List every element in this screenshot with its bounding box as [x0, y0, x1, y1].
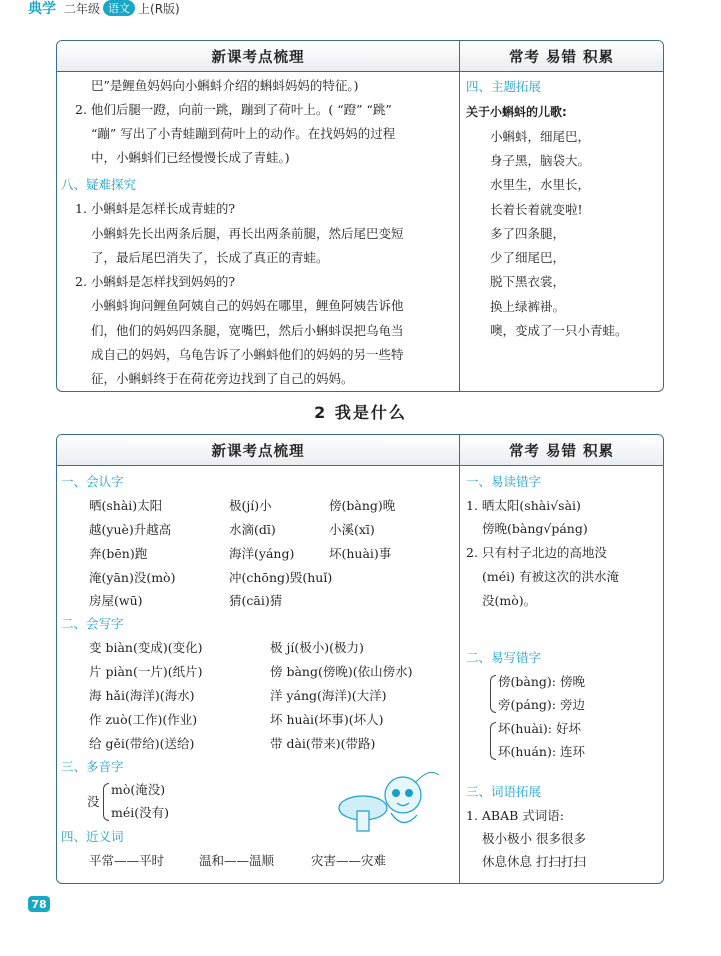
- section-heading: 三、词语拓展: [466, 784, 542, 799]
- term-label: 上(R版): [138, 1, 180, 16]
- subject-badge: 语文: [103, 0, 135, 16]
- top-right-heading: 常考 易错 积累: [460, 41, 663, 72]
- text-line: 巴”是鲤鱼妈妈向小蝌蚪介绍的蝌蚪妈妈的特征。): [91, 78, 359, 93]
- write-word: 海 hǎi(海洋)(海水): [89, 688, 195, 703]
- write-word: 给 gěi(带给)(送给): [89, 736, 195, 751]
- synonym-pair: 温和——温顺: [199, 853, 275, 868]
- misread-item: 1. 晒太阳(shài√sài): [466, 498, 581, 513]
- song-line: 多了四条腿，: [490, 226, 566, 241]
- section-heading: 一、会认字: [61, 474, 124, 489]
- running-header: [28, 0, 180, 16]
- song-line: 身子黑，脑袋大。: [490, 153, 591, 168]
- top-right-column: [460, 41, 663, 391]
- misread-item: (méi) 有被这次的洪水淹: [482, 569, 619, 584]
- answer-line: 成自己的妈妈，乌龟告诉了小蝌蚪他们的妈妈的另一些特: [91, 347, 404, 362]
- section-heading: 八、疑难探究: [61, 177, 137, 192]
- section-heading: 四、主题拓展: [466, 79, 542, 94]
- text-line: 2. 他们后腿一蹬，向前一跳，蹦到了荷叶上。( “蹬” “跳”: [75, 102, 392, 117]
- recognize-word: 傍(bàng)晚: [329, 498, 396, 513]
- bottom-right-heading: 常考 易错 积累: [460, 435, 663, 466]
- misread-item: 没(mò)。: [482, 593, 537, 608]
- answer-line: 小蝌蚪先长出两条后腿，再长出两条前腿，然后尾巴变短: [91, 226, 404, 241]
- song-line: 换上绿裤褂。: [490, 299, 566, 314]
- polyphone-reading: mò(淹没): [111, 782, 166, 797]
- word-expansion: 极小极小 很多很多: [482, 831, 586, 846]
- bottom-table: [56, 434, 664, 884]
- recognize-word: 越(yuè)升越高: [89, 522, 172, 537]
- miswritten-item: 旁(páng): 旁边: [498, 697, 585, 712]
- write-word: 变 biàn(变成)(变化): [89, 640, 203, 655]
- song-line: 脱下黑衣裳，: [490, 274, 566, 289]
- answer-line: 们，他们的妈妈四条腿，宽嘴巴，然后小蝌蚪误把乌龟当: [91, 323, 404, 338]
- recognize-word: 海洋(yáng): [229, 546, 295, 561]
- song-line: 水里生，水里长，: [490, 177, 591, 192]
- section-heading: 二、会写字: [61, 616, 124, 631]
- recognize-word: 坏(huài)事: [329, 546, 392, 561]
- bottom-right-column: [460, 435, 663, 883]
- question: 2. 小蝌蚪是怎样找到妈妈的?: [75, 274, 236, 289]
- song-line: 小蝌蚪，细尾巴，: [490, 129, 591, 144]
- cartoon-illustration: [333, 753, 445, 839]
- recognize-word: 水滴(dī): [229, 522, 276, 537]
- answer-line: 了，最后尾巴消失了，长成了真正的青蛙。: [91, 250, 329, 265]
- grade-label: 二年级: [64, 1, 101, 16]
- write-word: 作 zuò(工作)(作业): [89, 712, 198, 727]
- brace: [490, 675, 496, 713]
- bottom-left-heading: 新课考点梳理: [57, 435, 459, 466]
- bottom-left-column: [57, 435, 459, 883]
- section-heading: 三、多音字: [61, 759, 124, 774]
- miswritten-item: 环(huán): 连环: [498, 744, 586, 759]
- write-word: 带 dài(带来)(带路): [270, 736, 376, 751]
- synonym-pair: 平常——平时: [89, 853, 165, 868]
- section-heading: 四、近义词: [61, 829, 124, 844]
- text-line: “蹦” 写出了小青蛙蹦到荷叶上的动作。在找妈妈的过程: [91, 126, 396, 141]
- section-heading: 二、易写错字: [466, 650, 542, 665]
- answer-line: 征，小蝌蚪终于在荷花旁边找到了自己的妈妈。: [91, 371, 354, 386]
- song-line: 少了细尾巴，: [490, 250, 566, 265]
- book-logo: 典学: [28, 1, 56, 17]
- question: 1. 小蝌蚪是怎样长成青蛙的?: [75, 201, 236, 216]
- synonym-pair: 灾害——灾难: [311, 853, 387, 868]
- recognize-word: 晒(shài)太阳: [89, 498, 163, 513]
- miswritten-item: 傍(bàng): 傍晚: [498, 674, 585, 689]
- song-line: 噢，变成了一只小青蛙。: [490, 323, 628, 338]
- section-heading: 一、易读错字: [466, 474, 542, 489]
- write-word: 片 piàn(一片)(纸片): [89, 664, 203, 679]
- lesson-title: 2 我是什么: [314, 403, 407, 422]
- recognize-word: 房屋(wū): [89, 593, 143, 608]
- top-table: [56, 40, 664, 392]
- brace: [490, 722, 496, 760]
- write-word: 洋 yáng(海洋)(大洋): [270, 688, 387, 703]
- miswritten-item: 坏(huài): 好坏: [498, 721, 581, 736]
- polyphone-reading: méi(没有): [111, 805, 170, 820]
- top-left-heading: 新课考点梳理: [57, 41, 459, 72]
- misread-item: 2. 只有村子北边的高地没: [466, 545, 607, 560]
- text-line: 中，小蝌蚪们已经慢慢长成了青蛙。): [91, 150, 290, 165]
- recognize-word: 奔(bēn)跑: [89, 546, 148, 561]
- top-left-column: [57, 41, 459, 391]
- write-word: 极 jí(极小)(极力): [270, 640, 364, 655]
- answer-line: 小蝌蚪询问鲤鱼阿姨自己的妈妈在哪里，鲤鱼阿姨告诉他: [91, 298, 404, 313]
- write-word: 坏 huài(坏事)(坏人): [270, 712, 384, 727]
- word-expansion: 休息休息 打扫打扫: [482, 854, 586, 869]
- recognize-word: 极(jí)小: [229, 498, 272, 513]
- recognize-word: 猜(cāi)猜: [229, 593, 283, 608]
- misread-item: 傍晚(bàng√páng): [482, 521, 588, 536]
- recognize-word: 淹(yān)没(mò): [89, 570, 176, 585]
- recognize-word: 小溪(xī): [329, 522, 375, 537]
- write-word: 傍 bàng(傍晚)(依山傍水): [270, 664, 413, 679]
- brace: [103, 783, 109, 821]
- polyphone-char: 没: [87, 794, 100, 809]
- song-title: 关于小蝌蚪的儿歌:: [466, 105, 567, 119]
- word-expansion: 1. ABAB 式词语:: [466, 808, 565, 823]
- recognize-word: 冲(chōng)毁(huǐ): [229, 570, 333, 585]
- page-number: 78: [28, 896, 50, 912]
- song-line: 长着长着就变啦!: [490, 202, 583, 217]
